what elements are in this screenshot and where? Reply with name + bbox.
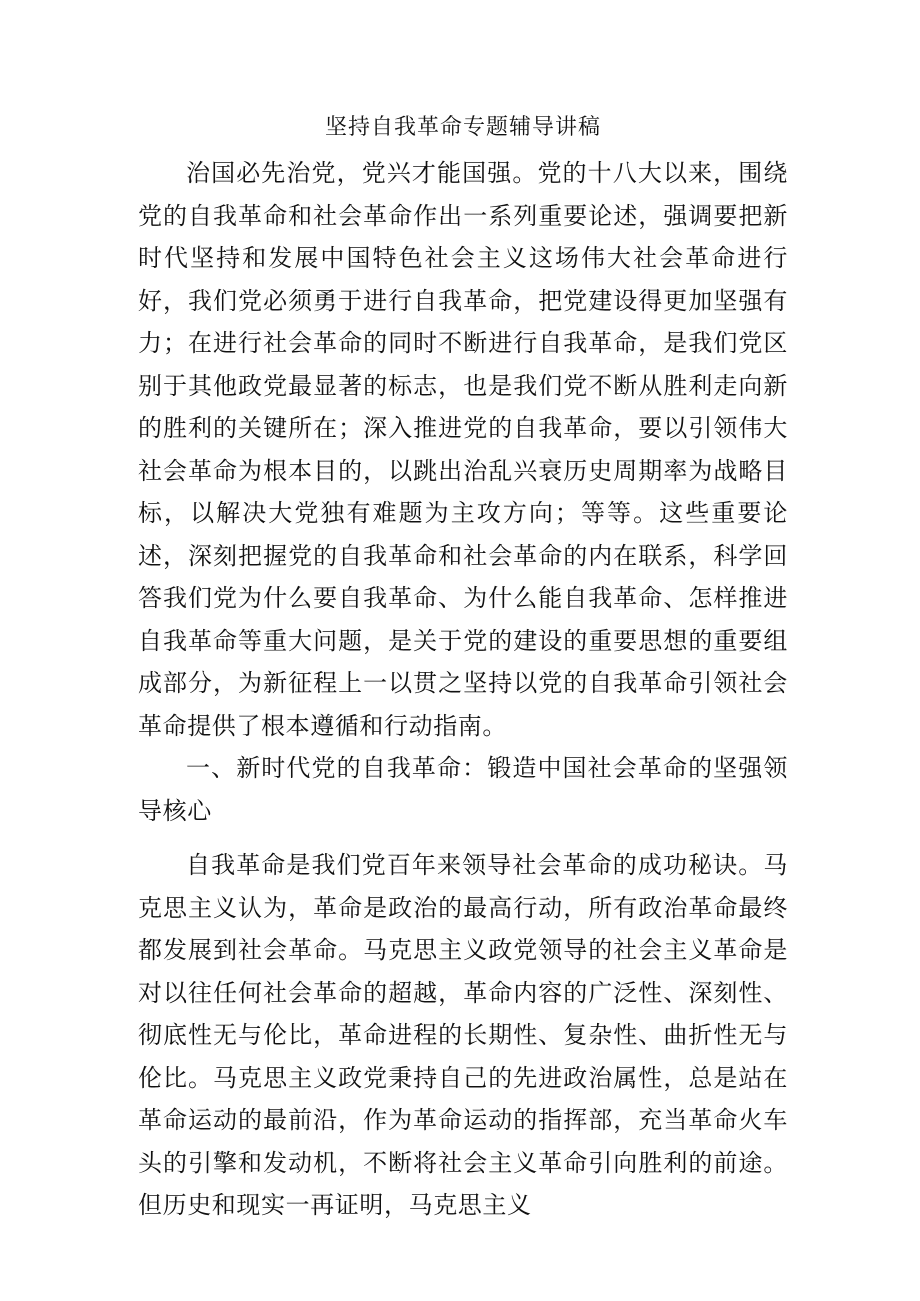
section-paragraph: 自我革命是我们党百年来领导社会革命的成功秘诀。马克思主义认为，革命是政治的最高行动，所有政治革命最终都发展到社会革命。马克思主义政党领导的社会主义革命是对以往任何社会革命的超越，革命内容的广泛性、深刻性、彻底性无与伦比，革命进程的长期性、复杂性、曲折性无与伦比。马克思主义政党秉持自己的先进政治属性，总是站在革命运动的最前沿，作为革命运动的指挥部，充当革命火车头的引擎和发动机，不断将社会主义革命引向胜利的前途。但历史和现实一再证明，马克思主义: [138, 851, 788, 1219]
section-heading: 一、新时代党的自我革命：锻造中国社会革命的坚强领导核心: [138, 754, 788, 825]
document-title: 坚持自我革命专题辅导讲稿: [324, 115, 601, 140]
intro-paragraph: 治国必先治党，党兴才能国强。党的十八大以来，围绕党的自我革命和社会革命作出一系列重要论述，强调要把新时代坚持和发展中国特色社会主义这场伟大社会革命进行好，我们党必须勇于进行自我革命，把党建设得更加坚强有力；在进行社会革命的同时不断进行自我革命，是我们党区别于其他政党最显著的标志，也是我们党不断从胜利走向新的胜利的关键所在；深入推进党的自我革命，要以引领伟大社会革命为根本目的，以跳出治乱兴衰历史周期率为战略目标，以解决大党独有难题为主攻方向；等等。这些重要论述，深刻把握党的自我革命和社会革命的内在联系，科学回答我们党为什么要自我革命、为什么能自我革命、怎样推进自我革命等重大问题，是关于党的建设的重要思想的重要组成部分，为新征程上一以贯之坚持以党的自我革命引领社会革命提供了根本遵循和行动指南。: [138, 159, 788, 740]
document-page: [138, 108, 788, 1227]
